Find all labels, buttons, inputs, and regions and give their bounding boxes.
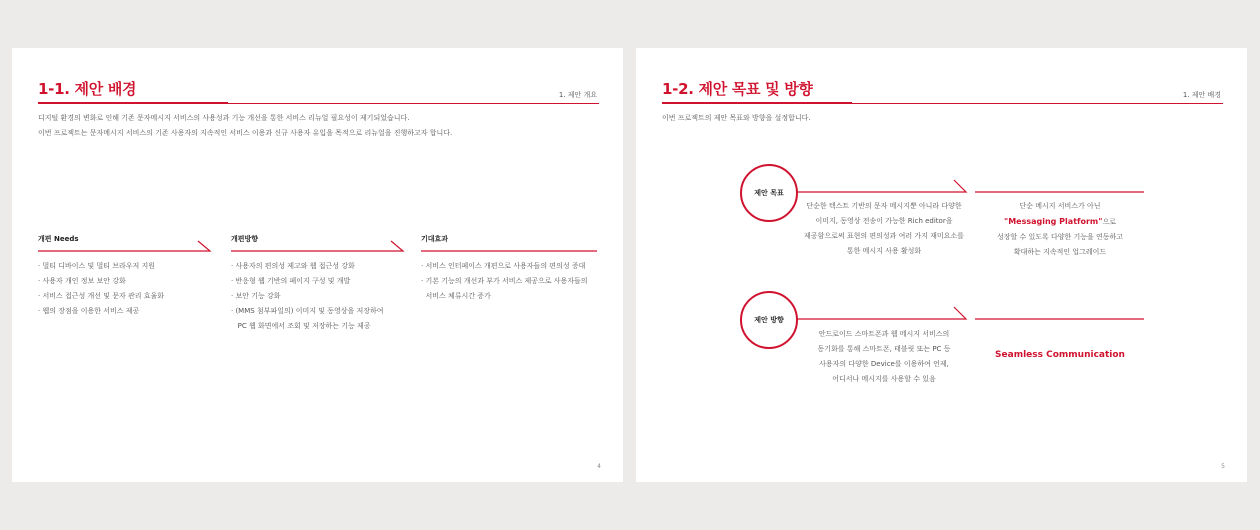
intro-text: 이번 프로젝트의 제안 목표와 방향을 설정합니다.: [662, 114, 811, 122]
intro-line: 디지털 환경의 변화로 인해 기존 문자메시지 서비스의 사용성과 기능 개선을 통한 서비스 리뉴얼 필요성이 제기되었습니다.: [38, 114, 410, 122]
seamless-communication: Seamless Communication: [995, 350, 1125, 360]
column-needs: [38, 234, 213, 319]
desc-line: 단순한 텍스트 기반의 문자 메시지뿐 아니라 다양한: [806, 202, 962, 210]
list-item: · 서비스 접근성 개선 및 문자 관리 효율화: [38, 292, 164, 300]
intro-text: [38, 111, 452, 141]
desc-line: 제공함으로써 표현의 편의성과 여러 가지 재미요소를: [804, 232, 964, 240]
section-tag: 1. 제안 배경: [1182, 91, 1221, 99]
list-item: · 멀티 디바이스 및 멀티 브라우저 지원: [38, 262, 156, 270]
desc-line: 어디서나 메시지를 사용할 수 있음: [832, 375, 936, 383]
column-effects: [421, 234, 596, 304]
goal-suffix: 으로: [1102, 218, 1116, 226]
list-item: · 보안 기능 강화: [231, 292, 281, 300]
desc-line: 안드로이드 스마트폰과 웹 메시지 서비스의: [818, 330, 950, 338]
list-item: · (MMS 첨부파일의) 이미지 및 동영상을 저장하여: [231, 307, 384, 315]
column-list: [231, 259, 406, 334]
list-item: · 반응형 웹 기반의 페이지 구성 및 개발: [231, 277, 351, 285]
list-item: · 사용자 개인 정보 보안 강화: [38, 277, 126, 285]
connector-lines: [636, 48, 1247, 482]
column-heading: 기대효과: [421, 235, 449, 243]
slide-page-4: [12, 48, 623, 482]
column-list: [421, 259, 596, 304]
desc-line: 이미지, 동영상 전송이 가능한 Rich editor을: [815, 217, 953, 225]
desc-line: 사용자의 다양한 Device를 이용하여 언제,: [819, 360, 949, 368]
column-heading: 개편 Needs: [38, 235, 79, 243]
list-item: · 기본 기능의 개선과 부가 서비스 제공으로 사용자들의: [421, 277, 588, 285]
column-list: [38, 259, 213, 319]
highlight-messaging-platform: "Messaging Platform": [1004, 217, 1103, 226]
section-tag: 1. 제안 개요: [558, 91, 597, 99]
column-heading: 개편방향: [231, 235, 259, 243]
list-item: · 사용자의 편의성 제고와 웹 접근성 강화: [231, 262, 355, 270]
goal-description: [784, 199, 984, 259]
page-number: 4: [597, 463, 601, 470]
column-rule: [38, 246, 213, 255]
title-underline: [38, 102, 228, 104]
list-item: · 웹의 장점을 이용한 서비스 제공: [38, 307, 140, 315]
circle-direction: 제안 방향: [740, 291, 798, 349]
goal-statement: [974, 199, 1146, 260]
list-item: 서비스 체류시간 증가: [421, 292, 491, 300]
page-title: 1-1. 제안 배경: [38, 80, 137, 98]
goal-line: 단순 메시지 서비스가 아닌: [1019, 202, 1101, 210]
column-rule: [421, 246, 596, 255]
circle-goal: 제안 목표: [740, 164, 798, 222]
intro-line: 이번 프로젝트는 문자메시지 서비스의 기존 사용자의 지속적인 서비스 이용과 신규 사용자 유입을 목적으로 리뉴얼을 진행하고자 합니다.: [38, 129, 453, 137]
goal-line: [974, 214, 1146, 230]
column-rule: [231, 246, 406, 255]
direction-description: [784, 327, 984, 387]
list-item: · 서비스 인터페이스 개편으로 사용자들의 편의성 증대: [421, 262, 586, 270]
desc-line: 동기화를 통해 스마트폰, 태블릿 또는 PC 등: [817, 345, 951, 353]
page-number: 5: [1221, 463, 1225, 470]
title-rule: [227, 103, 599, 104]
desc-line: 통한 메시지 사용 활성화: [846, 247, 922, 255]
goal-line: 확대하는 지속적인 업그레이드: [1013, 248, 1107, 256]
slide-page-5: [636, 48, 1247, 482]
list-item: PC 웹 화면에서 조회 및 저장하는 기능 제공: [231, 322, 371, 330]
column-direction: [231, 234, 406, 334]
page-title: 1-2. 제안 목표 및 방향: [662, 80, 813, 98]
goal-line: 성장할 수 있도록 다양한 기능을 연동하고: [996, 233, 1124, 241]
